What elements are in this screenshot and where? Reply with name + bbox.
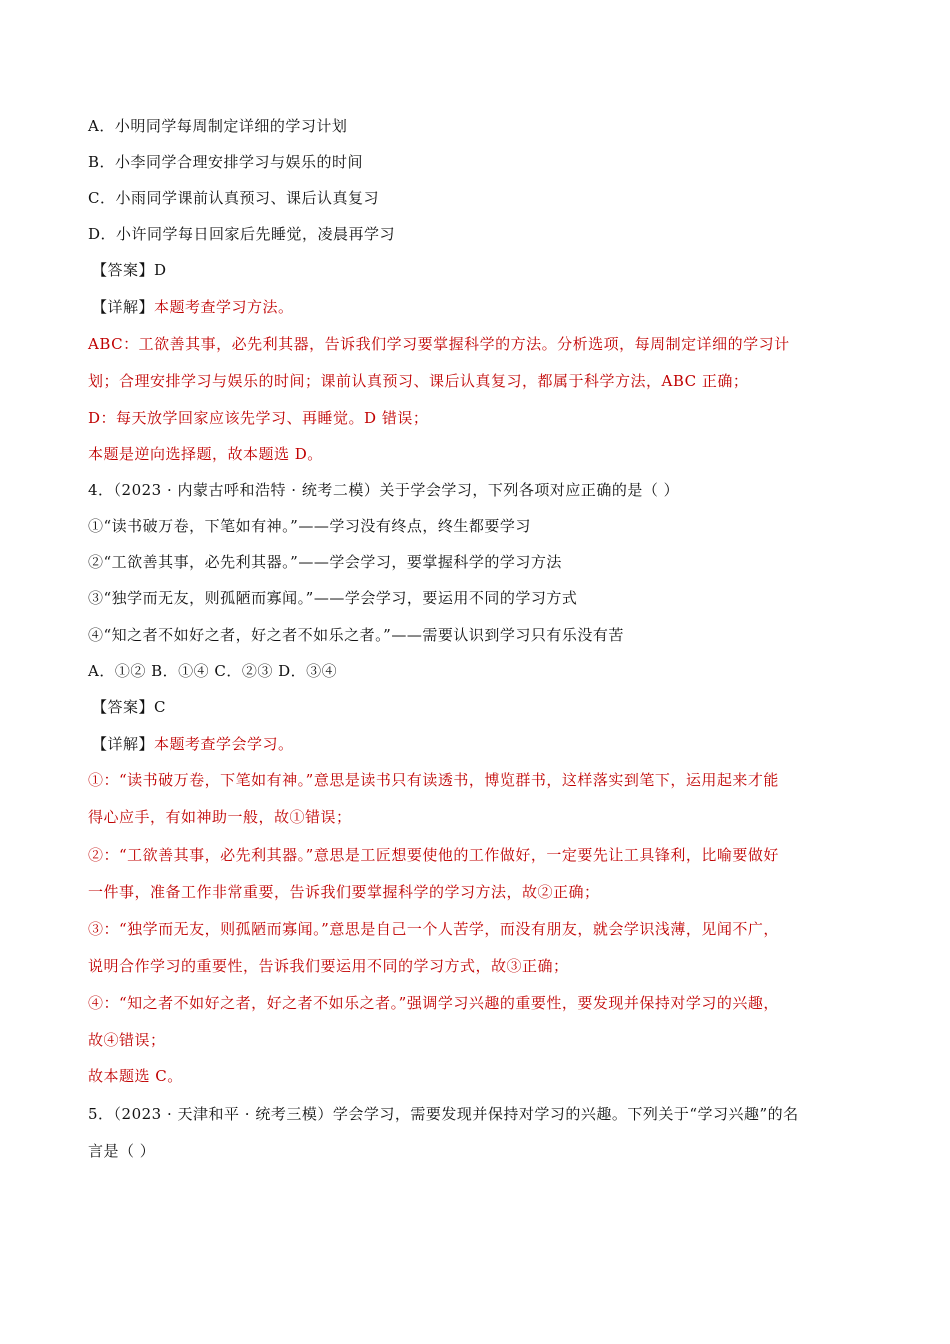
q4-options: A．①② B．①④ C．②③ D．③④ bbox=[88, 662, 338, 680]
q3-answer bbox=[92, 260, 882, 280]
q4-item: ②“工欲善其事，必先利其器。”——学会学习，要掌握科学的学习方法 bbox=[88, 553, 562, 571]
q3-option-c: C．小雨同学课前认真预习、课后认真复习 bbox=[88, 189, 379, 207]
q4-detail-intro: 本题考查学会学习。 bbox=[154, 735, 294, 753]
q3-detail-line: D：每天放学回家应该先学习、再睡觉。D 错误； bbox=[88, 409, 429, 427]
q3-detail-label: 【详解】 bbox=[92, 298, 155, 316]
q4-detail-line: 故本题选 C。 bbox=[88, 1067, 183, 1085]
q4-detail bbox=[92, 734, 882, 754]
q4-stem: 4．（2023 · 内蒙古呼和浩特 · 统考二模）关于学会学习，下列各项对应正确的是（ ） bbox=[88, 481, 680, 499]
q4-answer-label: 【答案】 bbox=[92, 698, 155, 716]
q4-answer-value: C bbox=[154, 698, 166, 716]
q5-stem-line: 言是（ ） bbox=[88, 1142, 156, 1160]
q4-item: ①“读书破万卷，下笔如有神。”——学习没有终点，终生都要学习 bbox=[88, 517, 531, 535]
q4-answer bbox=[92, 697, 882, 717]
q3-detail-line: ABC：工欲善其事，必先利其器，告诉我们学习要掌握科学的方法。分析选项，每周制定详细的学习计 bbox=[88, 335, 790, 353]
q3-detail-intro: 本题考查学习方法。 bbox=[154, 298, 294, 316]
q4-item: ④“知之者不如好之者，好之者不如乐之者。”——需要认识到学习只有乐没有苦 bbox=[88, 626, 624, 644]
q4-detail-line: 故④错误； bbox=[88, 1031, 166, 1049]
q4-detail-line: ②：“工欲善其事，必先利其器。”意思是工匠想要使他的工作做好，一定要先让工具锋利，比喻要做好 bbox=[88, 846, 779, 864]
q3-detail-line: 本题是逆向选择题，故本题选 D。 bbox=[88, 445, 323, 463]
q3-option-b: B．小李同学合理安排学习与娱乐的时间 bbox=[88, 153, 364, 171]
q4-item: ③“独学而无友，则孤陋而寡闻。”——学会学习，要运用不同的学习方式 bbox=[88, 589, 578, 607]
q4-detail-line: 说明合作学习的重要性，告诉我们要运用不同的学习方式，故③正确； bbox=[88, 957, 569, 975]
q4-detail-line: ④：“知之者不如好之者，好之者不如乐之者。”强调学习兴趣的重要性，要发现并保持对学习的兴趣， bbox=[88, 994, 779, 1012]
q4-detail-label: 【详解】 bbox=[92, 735, 155, 753]
q4-detail-line: ③：“独学而无友，则孤陋而寡闻。”意思是自己一个人苦学，而没有朋友，就会学识浅薄，见闻不广， bbox=[88, 920, 779, 938]
q4-detail-line: 得心应手，有如神助一般，故①错误； bbox=[88, 808, 352, 826]
q4-detail-line: 一件事，准备工作非常重要，告诉我们要掌握科学的学习方法，故②正确； bbox=[88, 883, 600, 901]
q3-detail-line: 划；合理安排学习与娱乐的时间；课前认真预习、课后认真复习，都属于科学方法，ABC 正确； bbox=[88, 372, 749, 390]
q3-option-a: A．小明同学每周制定详细的学习计划 bbox=[88, 117, 348, 135]
q3-answer-value: D bbox=[154, 261, 167, 279]
q4-detail-line: ①：“读书破万卷，下笔如有神。”意思是读书只有读透书，博览群书，这样落实到笔下，运用起来才能 bbox=[88, 771, 779, 789]
q5-stem-line: 5．（2023 · 天津和平 · 统考三模）学会学习，需要发现并保持对学习的兴趣。下列关于“学习兴趣”的名 bbox=[88, 1105, 799, 1123]
q3-option-d: D．小许同学每日回家后先睡觉，凌晨再学习 bbox=[88, 225, 396, 243]
q3-detail bbox=[92, 297, 882, 317]
q3-answer-label: 【答案】 bbox=[92, 261, 155, 279]
